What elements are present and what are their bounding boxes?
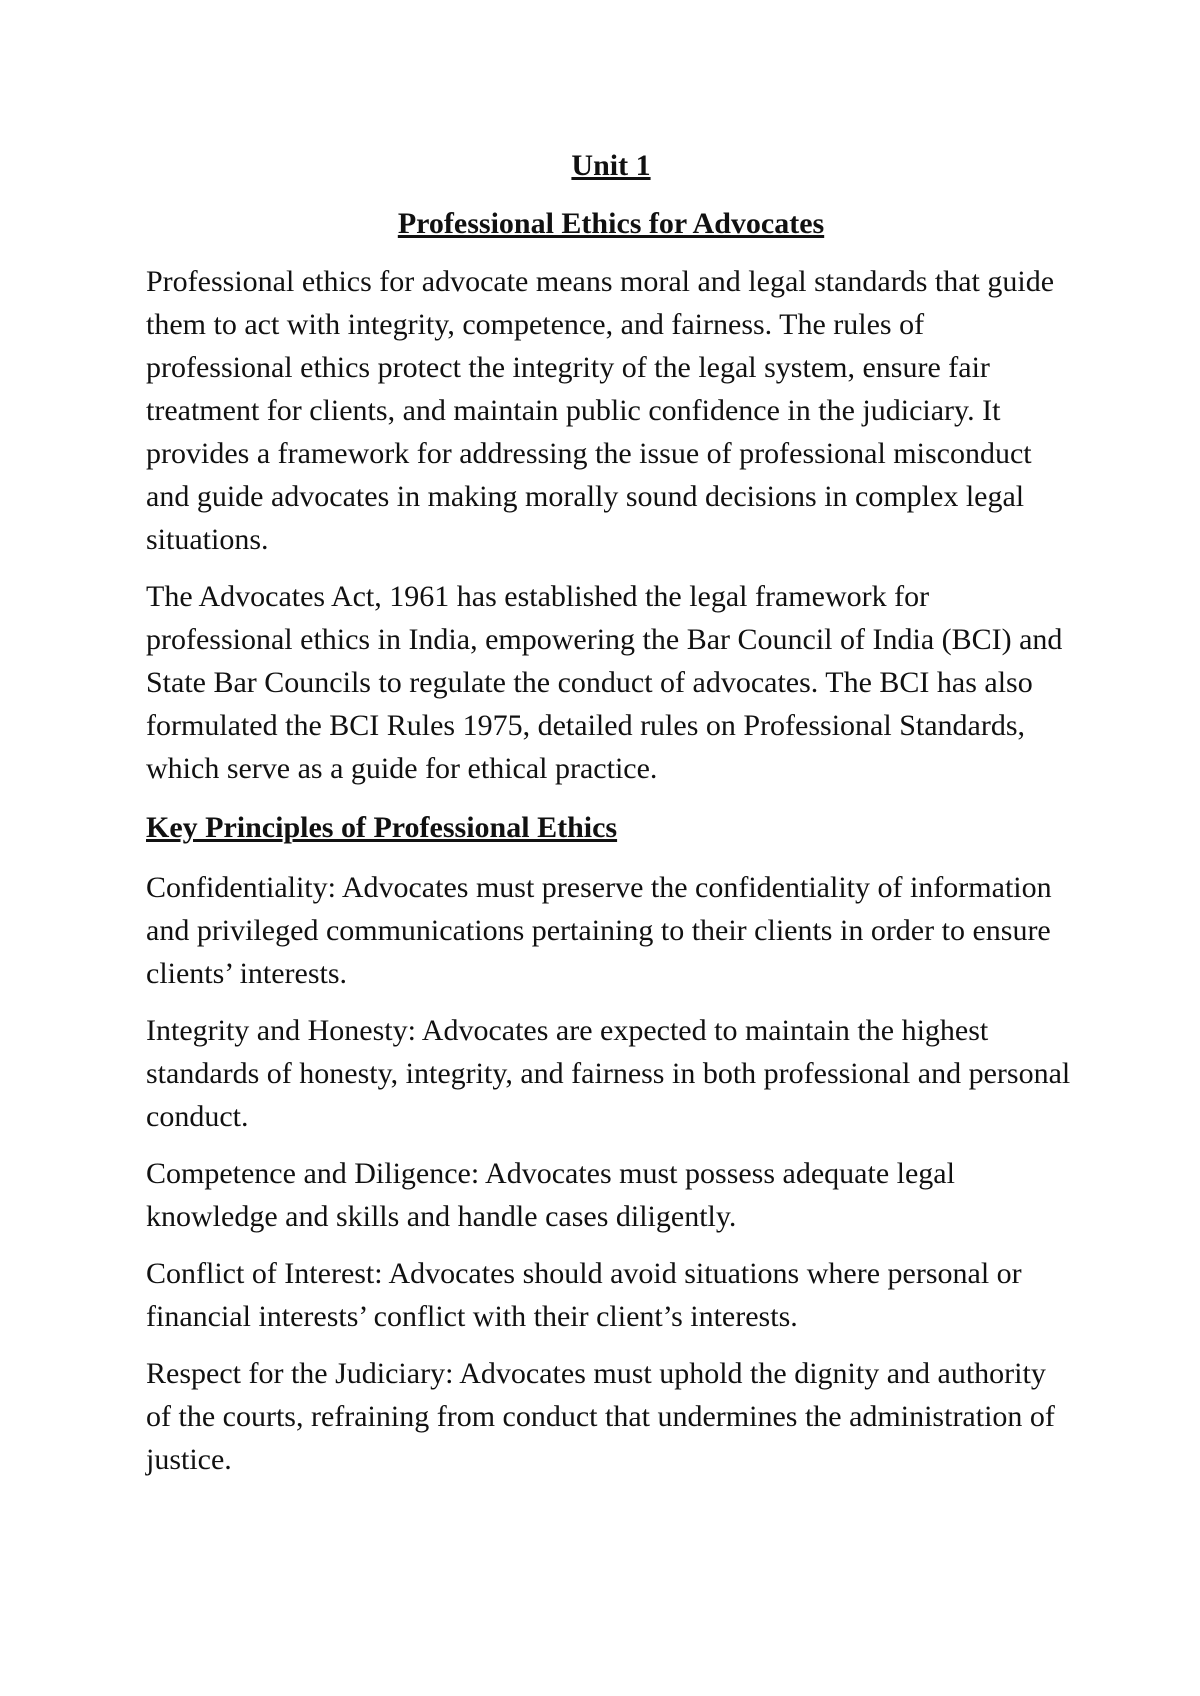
section-heading: Key Principles of Professional Ethics <box>146 811 618 844</box>
document-title: Professional Ethics for Advocates <box>397 207 825 240</box>
principle-competence-diligence: Competence and Diligence: Advocates must possess adequate legal knowledge and skills and handle cases diligently. <box>146 1157 955 1233</box>
principle-integrity-honesty: Integrity and Honesty: Advocates are expected to maintain the highest standards of honesty, integrity, and fairness in both professional and personal conduct. <box>146 1014 1071 1133</box>
advocates-act-paragraph: The Advocates Act, 1961 has established the legal framework for professional ethics in India, empowering the Bar Council of India (BCI) and State Bar Councils to regulate the conduct of advocates. The BCI has also formulated the BCI Rules 1975, detailed rules on Professional Standards, which serve as a guide for ethical practice. <box>146 580 1063 785</box>
principle-conflict-of-interest: Conflict of Interest: Advocates should avoid situations where personal or financial interests’ conflict with their client’s interests. <box>146 1257 1022 1333</box>
document-content <box>146 146 1076 1481</box>
intro-paragraph: Professional ethics for advocate means moral and legal standards that guide them to act with integrity, competence, and fairness. The rules of professional ethics protect the integrity of the legal system, ensure fair treatment for clients, and maintain public confidence in the judiciary. It provides a framework for addressing the issue of professional misconduct and guide advocates in making morally sound decisions in complex legal situations. <box>146 265 1055 556</box>
principle-respect-judiciary: Respect for the Judiciary: Advocates must uphold the dignity and authority of the courts, refraining from conduct that undermines the administration of justice. <box>146 1357 1055 1476</box>
principle-confidentiality: Confidentiality: Advocates must preserve the confidentiality of information and privileged communications pertaining to their clients in order to ensure clients’ interests. <box>146 871 1052 990</box>
unit-title: Unit 1 <box>571 149 651 182</box>
